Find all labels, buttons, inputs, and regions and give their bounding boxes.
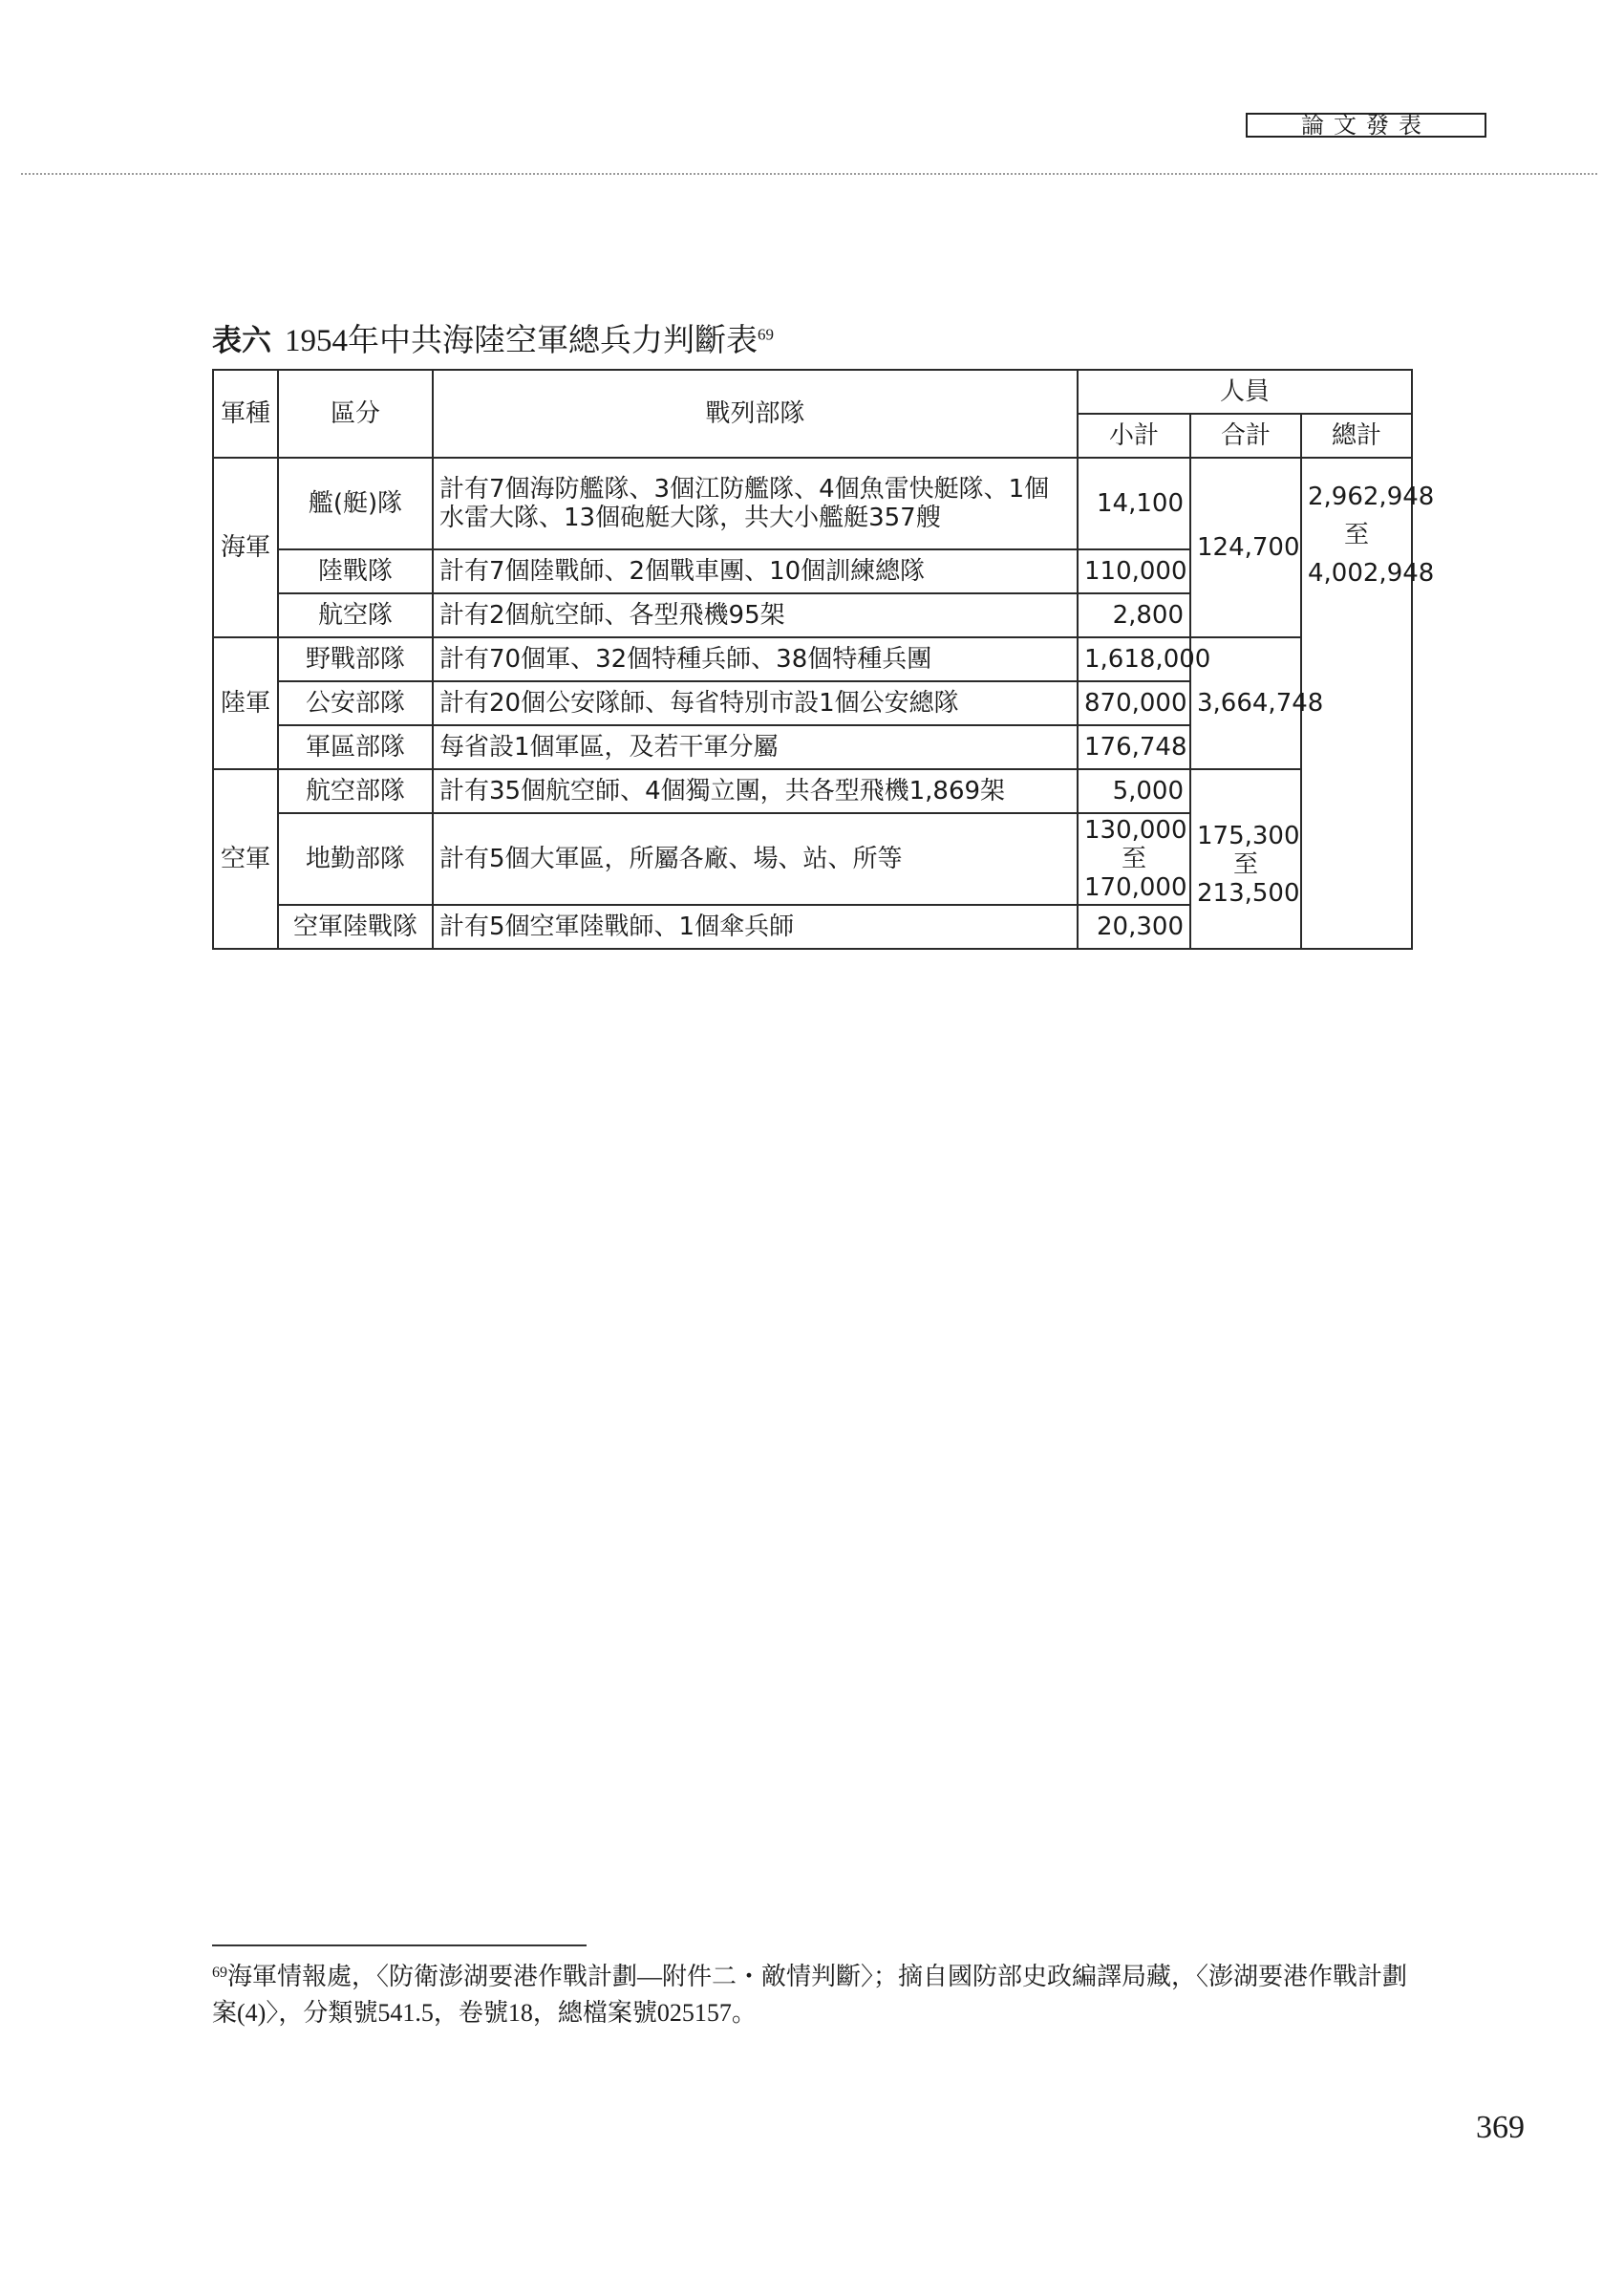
footnote-divider (212, 1944, 587, 1946)
grand-total-low: 2,962,948 (1308, 483, 1435, 511)
table-title-prefix: 表六 (212, 324, 271, 358)
subtotal-cell: 1,618,000 (1078, 637, 1190, 681)
category-cell: 陸戰隊 (278, 549, 433, 593)
subtotal-sep: 至 (1121, 845, 1146, 873)
units-cell: 計有7個陸戰師、2個戰車團、10個訓練總隊 (433, 549, 1078, 593)
header-grand-total: 總計 (1301, 414, 1412, 458)
table-row (213, 769, 1412, 813)
airforce-total-high: 213,500 (1197, 879, 1300, 908)
table-row (213, 458, 1412, 549)
category-cell: 地勤部隊 (278, 813, 433, 905)
branch-airforce: 空軍 (213, 769, 278, 949)
grand-total-high: 4,002,948 (1308, 559, 1435, 588)
units-cell: 計有2個航空師、各型飛機95架 (433, 593, 1078, 637)
subtotal-cell: 110,000 (1078, 549, 1190, 593)
header-personnel: 人員 (1078, 370, 1412, 414)
header-total: 合計 (1190, 414, 1301, 458)
subtotal-cell: 2,800 (1078, 593, 1190, 637)
table-row (213, 637, 1412, 681)
category-cell: 野戰部隊 (278, 637, 433, 681)
units-cell: 計有7個海防艦隊、3個江防艦隊、4個魚雷快艇隊、1個水雷大隊、13個砲艇大隊，共大小艦艇357艘 (433, 458, 1078, 549)
units-cell: 每省設1個軍區，及若干軍分屬 (433, 725, 1078, 769)
units-cell: 計有35個航空師、4個獨立團，共各型飛機1,869架 (433, 769, 1078, 813)
header-units: 戰列部隊 (433, 370, 1078, 458)
branch-navy: 海軍 (213, 458, 278, 637)
navy-total-cell: 124,700 (1190, 458, 1301, 637)
category-cell: 空軍陸戰隊 (278, 905, 433, 949)
footnote (212, 1959, 1425, 2031)
table-title-footnote-ref: 69 (758, 325, 774, 344)
header-divider (21, 173, 1597, 175)
subtotal-cell: 20,300 (1078, 905, 1190, 949)
units-cell: 計有20個公安隊師、每省特別市設1個公安總隊 (433, 681, 1078, 725)
table-header-row (213, 370, 1412, 414)
subtotal-low: 130,000 (1084, 816, 1187, 845)
category-cell: 軍區部隊 (278, 725, 433, 769)
category-cell: 艦(艇)隊 (278, 458, 433, 549)
table-title (212, 323, 774, 361)
airforce-total-low: 175,300 (1197, 822, 1300, 850)
subtotal-cell: 176,748 (1078, 725, 1190, 769)
category-cell: 航空隊 (278, 593, 433, 637)
table-title-main: 1954年中共海陸空軍總兵力判斷表 (285, 324, 758, 358)
category-cell: 公安部隊 (278, 681, 433, 725)
footnote-text: 海軍情報處，〈防衛澎湖要港作戰計劃—附件二・敵情判斷〉；摘自國防部史政編譯局藏，〈澎湖要港作戰計劃案(4)〉，分類號541.5，卷號18，總檔案號025157。 (212, 1963, 1408, 2027)
units-cell: 計有5個大軍區，所屬各廠、場、站、所等 (433, 813, 1078, 905)
section-label: 論文發表 (1246, 113, 1486, 138)
force-estimate-table (212, 369, 1435, 950)
subtotal-cell: 870,000 (1078, 681, 1190, 725)
page-number: 369 (1476, 2110, 1525, 2145)
subtotal-cell: 14,100 (1078, 458, 1190, 549)
subtotal-range-cell (1078, 813, 1190, 905)
header-branch: 軍種 (213, 370, 278, 458)
footnote-number: 69 (212, 1965, 227, 1981)
header-subtotal: 小計 (1078, 414, 1190, 458)
airforce-total-sep: 至 (1232, 850, 1258, 879)
category-cell: 航空部隊 (278, 769, 433, 813)
subtotal-cell: 5,000 (1078, 769, 1190, 813)
header-category: 區分 (278, 370, 433, 458)
subtotal-high: 170,000 (1084, 873, 1187, 902)
branch-army: 陸軍 (213, 637, 278, 769)
army-total-cell: 3,664,748 (1190, 637, 1301, 769)
airforce-total-cell (1190, 769, 1301, 949)
units-cell: 計有5個空軍陸戰師、1個傘兵師 (433, 905, 1078, 949)
units-cell: 計有70個軍、32個特種兵師、38個特種兵團 (433, 637, 1078, 681)
grand-total-sep: 至 (1344, 521, 1370, 549)
